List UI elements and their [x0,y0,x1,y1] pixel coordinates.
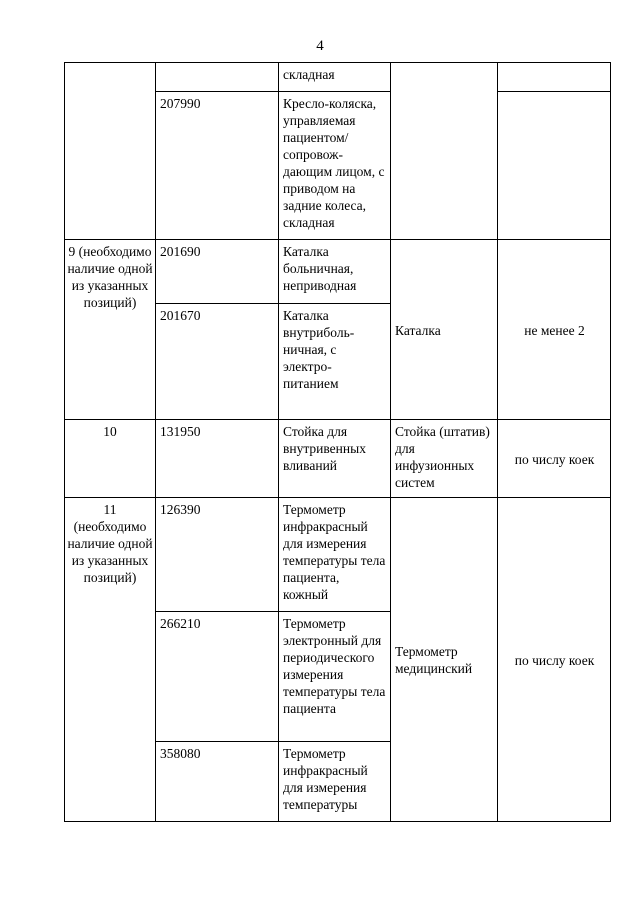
type-cell: Каталка [391,240,498,420]
table-row [65,240,611,304]
table-row [65,420,611,498]
code-cell: 266210 [156,612,279,742]
name-cell: Стойка для внутривенных вливаний [279,420,391,498]
code-cell: 201670 [156,304,279,420]
table-row [65,63,611,92]
row-number-cell: 10 [65,420,156,498]
name-cell: Термометр инфракрасный для измерения температуры тела пациента, кожный [279,498,391,612]
page-number: 4 [316,38,324,54]
table-row [65,498,611,612]
name-cell: складная [279,63,391,92]
type-cell: Стойка (штатив) для инфузионных систем [391,420,498,498]
name-cell: Кресло-коляска, управляемая пациентом/ сопровож-дающим лицом, с приводом на задние колеса, складная [279,92,391,240]
qty-cell [498,92,611,240]
name-cell: Термометр инфракрасный для измерения температуры [279,742,391,822]
qty-cell: по числу коек [498,420,611,498]
qty-cell: по числу коек [498,498,611,822]
code-cell: 207990 [156,92,279,240]
row-number-cell: 11 (необходимо наличие одной из указанных позиций) [65,498,156,822]
qty-cell [498,63,611,92]
type-cell [391,63,498,240]
qty-cell: не менее 2 [498,240,611,420]
code-cell: 126390 [156,498,279,612]
code-cell [156,63,279,92]
code-cell: 358080 [156,742,279,822]
name-cell: Каталка внутриболь-ничная, с электро-питанием [279,304,391,420]
row-number-cell [65,63,156,240]
name-cell: Термометр электронный для периодического измерения температуры тела пациента [279,612,391,742]
code-cell: 201690 [156,240,279,304]
equipment-table [64,62,611,822]
code-cell: 131950 [156,420,279,498]
row-number-cell: 9 (необходимо наличие одной из указанных позиций) [65,240,156,420]
type-cell: Термометр медицинский [391,498,498,822]
name-cell: Каталка больничная, неприводная [279,240,391,304]
